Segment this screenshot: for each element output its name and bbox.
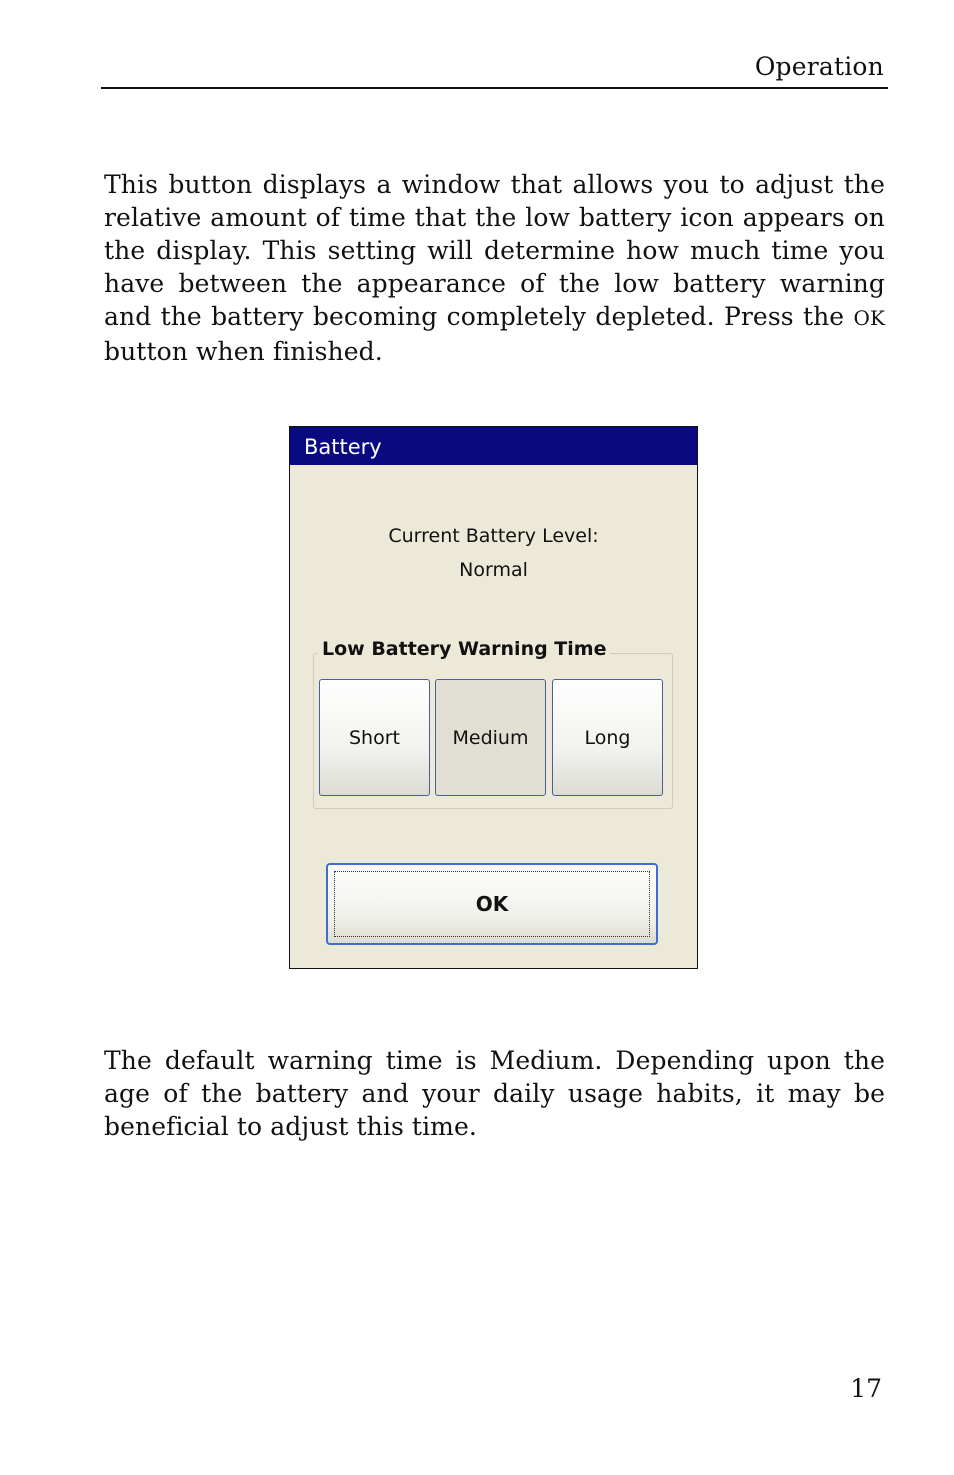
header-rule (101, 87, 888, 89)
intro-text-start: This button displays a window that allows you to adjust the relative amount of time that the low battery icon appears on the display. This setting will determine how much time you have between the appearance of the low battery warning and the battery becoming completely depleted. Press the (104, 170, 885, 331)
closing-paragraph: The default warning time is Medium. Depending upon the age of the battery and your daily usage habits, it may be beneficial to adjust this time. (104, 1046, 885, 1141)
intro-paragraph (104, 168, 885, 368)
battery-level-label: Current Battery Level: (388, 525, 599, 547)
intro-text-end: button when finished. (104, 337, 383, 366)
ok-button-label: OK (334, 871, 650, 937)
dialog-title-bar: Battery (290, 427, 697, 465)
long-option-button[interactable]: Long (552, 679, 663, 796)
ok-keyword: OK (853, 306, 885, 330)
short-option-button[interactable]: Short (319, 679, 430, 796)
warning-time-group-title: Low Battery Warning Time (318, 638, 610, 660)
section-header: Operation (754, 52, 884, 81)
page-number: 17 (850, 1374, 882, 1403)
battery-level-value: Normal (459, 559, 528, 581)
battery-dialog (289, 426, 698, 969)
ok-button[interactable] (326, 863, 658, 945)
medium-option-button[interactable]: Medium (435, 679, 546, 796)
